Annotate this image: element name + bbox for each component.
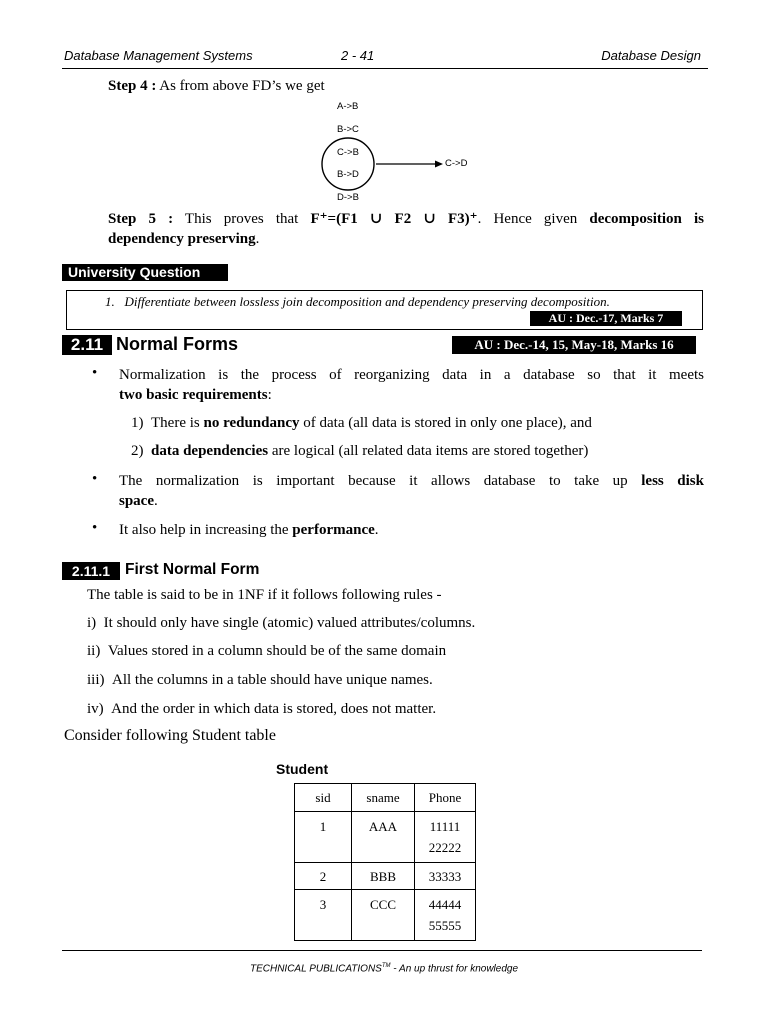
rule-item	[87, 641, 446, 661]
step5-formula: F⁺=(F1 ∪ F2 ∪ F3)⁺	[310, 211, 478, 227]
table-row	[295, 890, 476, 941]
bullet-text	[119, 471, 704, 491]
bullet-end: :	[267, 387, 272, 403]
requirement-text: of data (all data is stored in only one place), and	[299, 415, 592, 431]
footer-trademark: TM	[381, 963, 391, 969]
requirement-item	[131, 413, 592, 433]
requirement-bold: data dependencies	[151, 443, 269, 459]
table-cell-phone	[415, 812, 476, 863]
requirement-text: There is	[151, 415, 204, 431]
table-cell-sid: 3	[295, 890, 352, 941]
bullet-text: Normalization is the process of reorganizing data in a database so that it meets	[119, 367, 704, 383]
step5-label: Step 5 :	[108, 211, 174, 227]
table-cell-sid: 1	[295, 812, 352, 863]
rule-number: iv)	[87, 701, 104, 717]
rule-text: All the columns in a table should have unique names.	[112, 672, 433, 688]
fd-diagram	[300, 96, 500, 208]
step5-bold: decomposition is	[589, 211, 704, 227]
bullet-bold: performance	[292, 522, 375, 538]
bullet-bold: two basic requirements	[119, 387, 268, 403]
subsection-intro: The table is said to be in 1NF if it follows following rules -	[87, 587, 442, 603]
step5-text: This proves that	[173, 211, 311, 227]
rule-item	[87, 613, 475, 633]
phone-value: 22222	[428, 840, 462, 855]
requirement-bold: no redundancy	[203, 415, 300, 431]
question-marks-badge: AU : Dec.-17, Marks 7	[530, 311, 682, 326]
question-number: 1.	[105, 294, 115, 309]
header-rule	[62, 68, 708, 69]
rule-number: ii)	[87, 643, 101, 659]
bullet-text	[119, 520, 379, 540]
fd-item: B->C	[337, 124, 359, 135]
step4-label: Step 4 :	[108, 78, 157, 94]
rule-number: i)	[87, 615, 97, 631]
table-header-cell: Phone	[415, 784, 476, 812]
bullet-text-part: It also help in increasing the	[119, 522, 293, 538]
rule-item	[87, 670, 433, 690]
fd-item: B->D	[337, 169, 359, 180]
rule-number: iii)	[87, 672, 105, 688]
question-text: Differentiate between lossless join decomposition and dependency preserving decomposition.	[124, 294, 610, 309]
bullet-dot: •	[92, 365, 98, 381]
table-cell-sname: BBB	[352, 863, 415, 890]
rule-item	[87, 699, 436, 719]
section-number: 2.11	[62, 335, 112, 355]
bullet-dot: •	[92, 471, 98, 487]
subsection-title: First Normal Form	[125, 561, 260, 578]
bullet-text	[119, 491, 158, 511]
header-book-title: Database Management Systems	[64, 48, 253, 63]
table-cell-phone: 33333	[415, 863, 476, 890]
table-row	[295, 812, 476, 863]
bullet-end: .	[374, 522, 379, 538]
bullet-text-part: The normalization is important because it allows database to take up	[119, 473, 642, 489]
header-chapter-title: Database Design	[601, 48, 701, 63]
footer-rule	[62, 950, 702, 951]
bullet-end: .	[154, 493, 158, 509]
section-title: Normal Forms	[116, 334, 239, 354]
fd-item: A->B	[337, 101, 359, 112]
phone-value: 55555	[428, 918, 462, 933]
bullet-dot: •	[92, 520, 98, 536]
rule-text: Values stored in a column should be of the same domain	[107, 643, 447, 659]
requirement-text: are logical (all related data items are stored together)	[268, 443, 589, 459]
phone-value: 11111	[429, 819, 461, 834]
bullet-bold: space	[119, 493, 154, 509]
table-cell-phone	[415, 890, 476, 941]
step5-bold: dependency preserving	[108, 231, 256, 247]
table-header-cell: sid	[295, 784, 352, 812]
university-question-label: University Question	[62, 264, 228, 281]
footer	[0, 963, 768, 974]
step4-text: As from above FD’s we get	[156, 78, 325, 94]
step5-line2	[108, 229, 259, 249]
rule-text: It should only have single (atomic) valued attributes/columns.	[103, 615, 476, 631]
table-caption: Student	[276, 761, 329, 777]
step5-text: . Hence given	[477, 211, 590, 227]
header-page-number: 2 - 41	[341, 48, 375, 63]
section-marks-badge: AU : Dec.-14, 15, May-18, Marks 16	[452, 336, 696, 354]
consider-text: Consider following Student table	[64, 727, 276, 744]
fd-arrow-head	[435, 161, 443, 168]
step4-paragraph	[108, 76, 325, 96]
phone-value: 44444	[428, 897, 462, 912]
university-question-text	[105, 294, 610, 310]
fd-item: D->B	[337, 192, 359, 203]
fd-cycle-ellipse	[322, 138, 374, 190]
requirement-item	[131, 441, 588, 461]
fd-result: C->D	[445, 158, 468, 169]
bullet-text	[119, 385, 272, 405]
step5-end: .	[255, 231, 260, 247]
table-cell-sid: 2	[295, 863, 352, 890]
fd-item: C->B	[337, 147, 359, 158]
table-header-row	[295, 784, 476, 812]
bullet-bold: less disk	[641, 473, 704, 489]
footer-tagline: - An up thrust for knowledge	[390, 963, 519, 975]
requirement-number: 1)	[131, 415, 144, 431]
requirement-number: 2)	[131, 443, 144, 459]
table-row	[295, 863, 476, 890]
rule-text: And the order in which data is stored, does not matter.	[111, 701, 437, 717]
table-cell-sname: AAA	[352, 812, 415, 863]
student-table	[294, 783, 476, 941]
table-header-cell: sname	[352, 784, 415, 812]
subsection-number: 2.11.1	[62, 562, 120, 580]
footer-publisher: TECHNICAL PUBLICATIONS	[249, 963, 382, 975]
step5-line1	[108, 209, 704, 229]
table-cell-sname: CCC	[352, 890, 415, 941]
